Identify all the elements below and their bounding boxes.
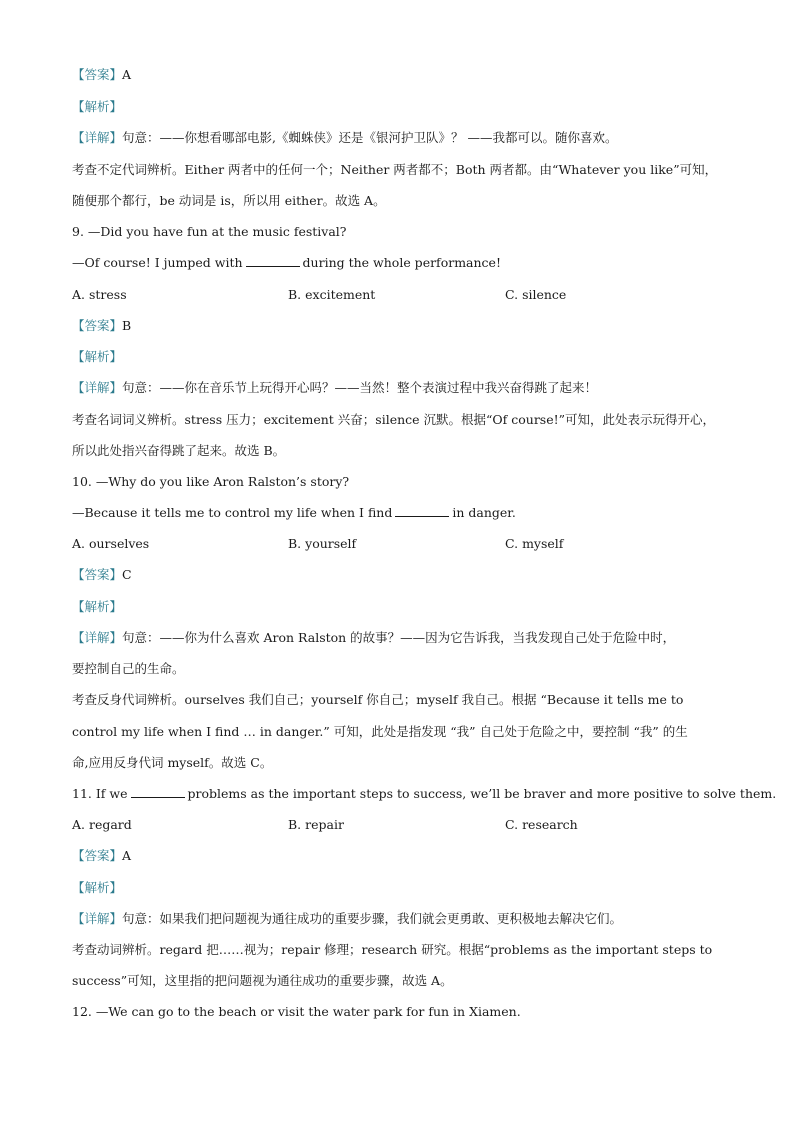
q10-stem-1: 10. —Why do you like Aron Ralston’s story?	[72, 474, 350, 489]
answer-label: 【答案】	[72, 567, 123, 582]
option-b: B. excitement	[288, 287, 376, 302]
q11-answer	[72, 847, 734, 865]
q10-explanation-3: 命,应用反身代词 myself。故选 C。	[72, 755, 273, 770]
stem-text: during the whole performance!	[302, 255, 501, 270]
q10-analysis	[72, 598, 734, 616]
analysis-label: 【解析】	[72, 349, 123, 364]
q10-explanation-2: control my life when I find … in danger.” 可知，此处是指发现 “我” 自己处于危险之中，要控制 “我” 的生	[72, 724, 688, 739]
q8-analysis	[72, 98, 734, 116]
q8-explanation-2: 随便那个都行，be 动词是 is，所以用 either。故选 A。	[72, 193, 386, 208]
q10-detail-1	[72, 629, 734, 647]
detail-label: 【详解】	[72, 130, 123, 145]
answer-label: 【答案】	[72, 848, 123, 863]
q9-analysis	[72, 348, 734, 366]
detail-label: 【详解】	[72, 911, 123, 926]
answer-blank	[246, 254, 300, 267]
analysis-label: 【解析】	[72, 599, 123, 614]
detail-text: 句意：如果我们把问题视为通往成功的重要步骤，我们就会更勇敢、更积极地去解决它们。	[122, 911, 623, 926]
q10-explanation-1: 考查反身代词辨析。ourselves 我们自己；yourself 你自己；myself 我自己。根据 “Because it tells me to	[72, 692, 684, 707]
option-b: B. yourself	[288, 536, 357, 551]
stem-text: in danger.	[452, 505, 516, 520]
option-c: C. myself	[505, 536, 564, 551]
q9-explanation-1: 考查名词词义辨析。stress 压力；excitement 兴奋；silence 沉默。根据“Of course!”可知，此处表示玩得开心，	[72, 412, 716, 427]
detail-text: 句意：——你为什么喜欢 Aron Ralston 的故事？——因为它告诉我，当我发现自己处于危险中时，	[122, 630, 676, 645]
q9-detail	[72, 379, 734, 397]
answer-label: 【答案】	[72, 67, 123, 82]
detail-text: 句意：——你在音乐节上玩得开心吗？——当然！整个表演过程中我兴奋得跳了起来！	[122, 380, 598, 395]
q9-answer	[72, 317, 734, 335]
stem-text: —Because it tells me to control my life when I find	[72, 505, 393, 520]
stem-text: problems as the important steps to success, we’ll be braver and more positive to solve them.	[187, 786, 777, 801]
q9-stem-2	[72, 254, 734, 272]
detail-label: 【详解】	[72, 630, 123, 645]
q10-stem-2	[72, 504, 734, 522]
option-b: B. repair	[288, 817, 344, 832]
answer-blank	[131, 785, 185, 798]
detail-text: 句意：——你想看哪部电影,《蜘蛛侠》还是《银河护卫队》？ ——我都可以。随你喜欢。	[122, 130, 618, 145]
option-c: C. silence	[505, 287, 567, 302]
answer-label: 【答案】	[72, 318, 123, 333]
detail-label: 【详解】	[72, 380, 123, 395]
stem-text: 11. If we	[72, 786, 128, 801]
answer-value: C	[122, 567, 132, 582]
q8-answer	[72, 66, 734, 84]
analysis-label: 【解析】	[72, 880, 123, 895]
stem-text: —Of course! I jumped with	[72, 255, 243, 270]
q8-explanation-1: 考查不定代词辨析。Either 两者中的任何一个；Neither 两者都不；Both 两者都。由“Whatever you like”可知，	[72, 162, 718, 177]
option-a: A. regard	[72, 817, 132, 832]
q12-stem-1: 12. —We can go to the beach or visit the water park for fun in Xiamen.	[72, 1004, 521, 1019]
answer-value: A	[122, 848, 132, 863]
q10-detail-2: 要控制自己的生命。	[72, 661, 185, 676]
analysis-label: 【解析】	[72, 99, 123, 114]
option-a: A. ourselves	[72, 536, 150, 551]
answer-blank	[395, 504, 449, 517]
answer-value: B	[122, 318, 132, 333]
q9-stem-1: 9. —Did you have fun at the music festival?	[72, 224, 347, 239]
q11-stem-1	[72, 785, 777, 803]
q11-explanation-1: 考查动词辨析。regard 把……视为；repair 修理；research 研究。根据“problems as the important steps to	[72, 942, 713, 957]
q11-explanation-2: success”可知，这里指的把问题视为通往成功的重要步骤，故选 A。	[72, 973, 453, 988]
q11-detail	[72, 910, 734, 928]
q9-explanation-2: 所以此处指兴奋得跳了起来。故选 B。	[72, 443, 286, 458]
option-a: A. stress	[72, 287, 127, 302]
q11-analysis	[72, 879, 734, 897]
answer-value: A	[122, 67, 132, 82]
option-c: C. research	[505, 817, 578, 832]
q10-answer	[72, 566, 734, 584]
q8-detail	[72, 129, 734, 147]
